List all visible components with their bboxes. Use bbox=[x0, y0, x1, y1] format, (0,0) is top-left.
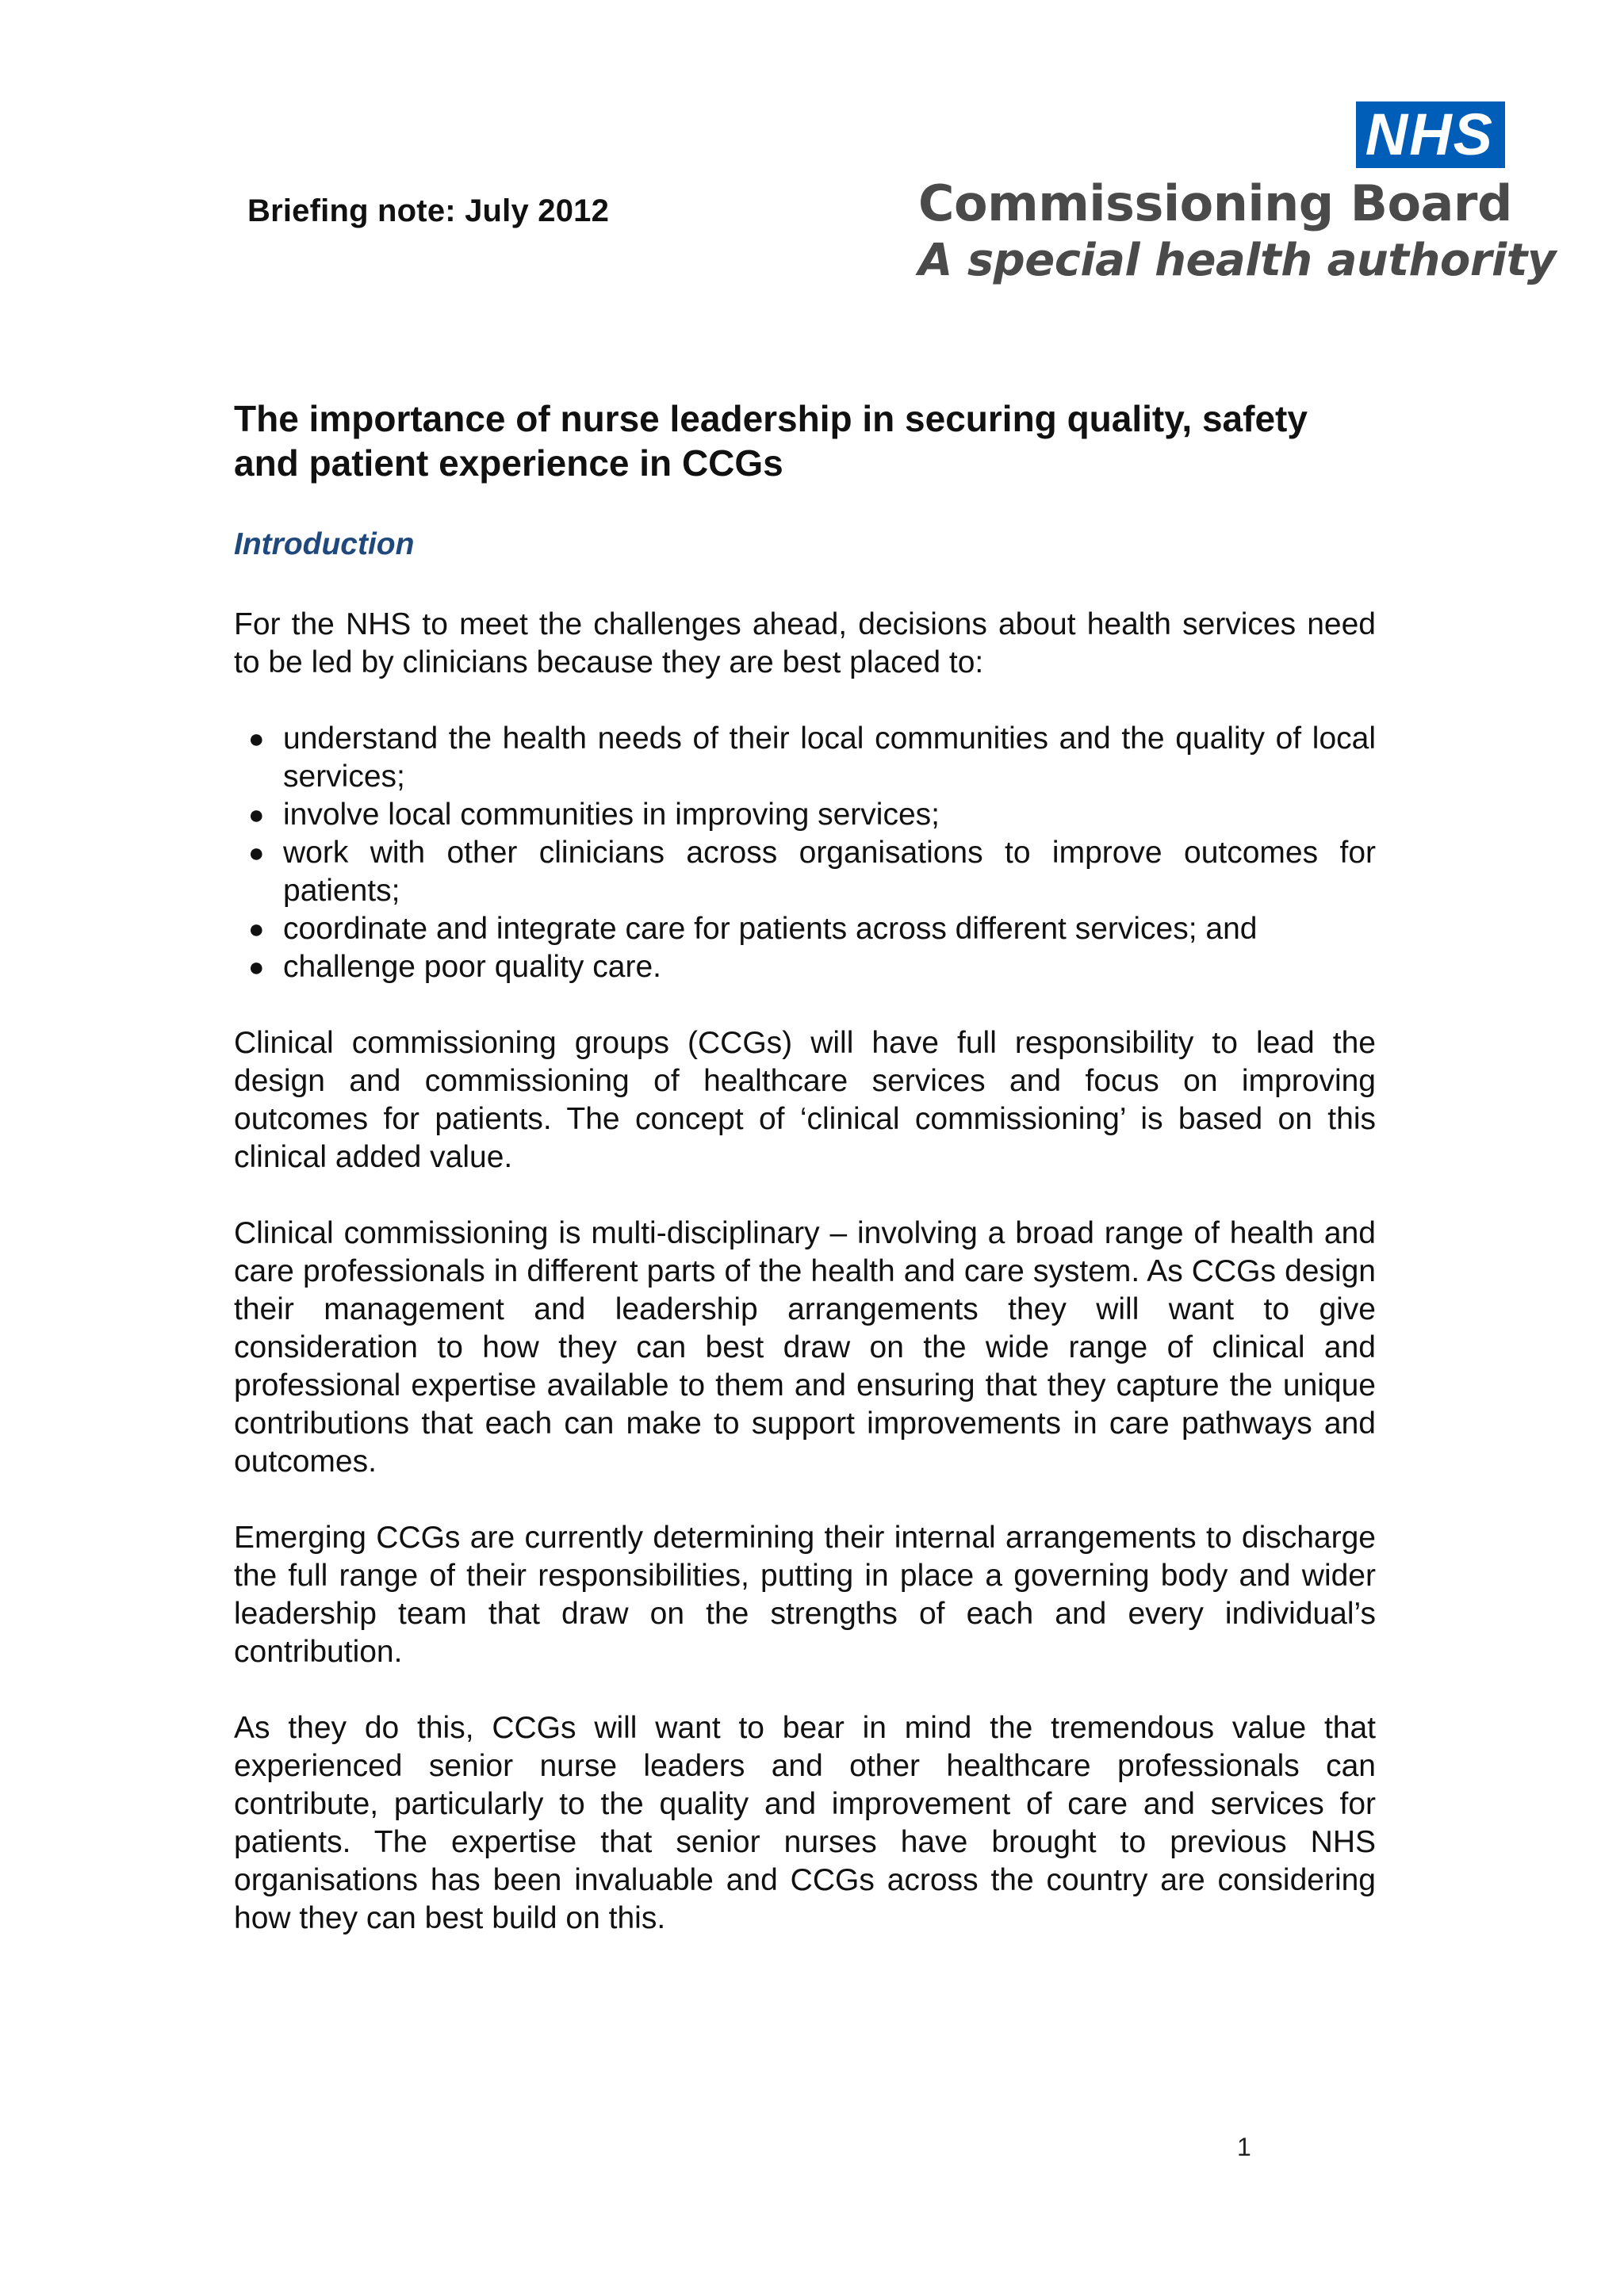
bullet-list bbox=[234, 720, 1376, 986]
paragraph: Emerging CCGs are currently determining their internal arrangements to discharge the full range of their responsibilities, putting in place a governing body and wider leadership team that draw on the strengths of each and every individual’s contribution. bbox=[234, 1521, 1376, 1669]
bullet-icon: ● bbox=[248, 914, 265, 944]
paragraph: As they do this, CCGs will want to bear in mind the tremendous value that experienced senior nurse leaders and other healthcare professionals can contribute, particularly to the quality and improvement of care and services for patients. The expertise that senior nurses have brought to previous NHS organisations has been invaluable and CCGs across the country are considering how they can best build on this. bbox=[234, 1711, 1376, 1935]
bullet-icon: ● bbox=[248, 800, 265, 830]
document-body bbox=[234, 396, 1376, 1938]
document-title: The importance of nurse leadership in securing quality, safety and patient experience in CCGs bbox=[234, 398, 1308, 484]
list-item: ● understand the health needs of their local communities and the quality of local services; bbox=[248, 721, 1376, 794]
paragraph: Clinical commissioning is multi-disciplinary – involving a broad range of health and care professionals in different parts of the health and care system. As CCGs design their management and leadership arrangements they will want to give consideration to how they can best draw on the wide range of clinical and professional expertise available to them and ensuring that they capture the unique contributions that each can make to support improvements in care pathways and outcomes. bbox=[234, 1216, 1376, 1479]
page-number: 1 bbox=[1237, 2133, 1251, 2161]
nhs-logo-mark: NHS bbox=[1356, 101, 1505, 168]
bullet-icon: ● bbox=[248, 724, 265, 754]
logo-organisation-name: Commissioning Board bbox=[918, 174, 1512, 232]
bullet-icon: ● bbox=[248, 838, 265, 868]
list-item: ● coordinate and integrate care for patients across different services; and bbox=[234, 910, 1376, 948]
logo-organisation-subtitle: A special health authority bbox=[918, 235, 1556, 286]
nhs-commissioning-board-logo bbox=[918, 101, 1556, 289]
list-item: ● challenge poor quality care. bbox=[234, 948, 1376, 986]
list-item: ● involve local communities in improving services; bbox=[234, 796, 1376, 834]
bullet-icon: ● bbox=[248, 952, 265, 982]
intro-paragraph: For the NHS to meet the challenges ahead, decisions about health services need to be led by clinicians because they are best placed to: bbox=[234, 607, 1376, 679]
briefing-note-label: Briefing note: July 2012 bbox=[247, 193, 610, 228]
section-heading-introduction: Introduction bbox=[234, 527, 415, 561]
list-item: ● work with other clinicians across organisations to improve outcomes for patients; bbox=[248, 836, 1376, 908]
paragraph: Clinical commissioning groups (CCGs) will have full responsibility to lead the design and commissioning of healthcare services and focus on improving outcomes for patients. The concept of ‘clinical commissioning’ is based on this clinical added value. bbox=[234, 1026, 1376, 1174]
